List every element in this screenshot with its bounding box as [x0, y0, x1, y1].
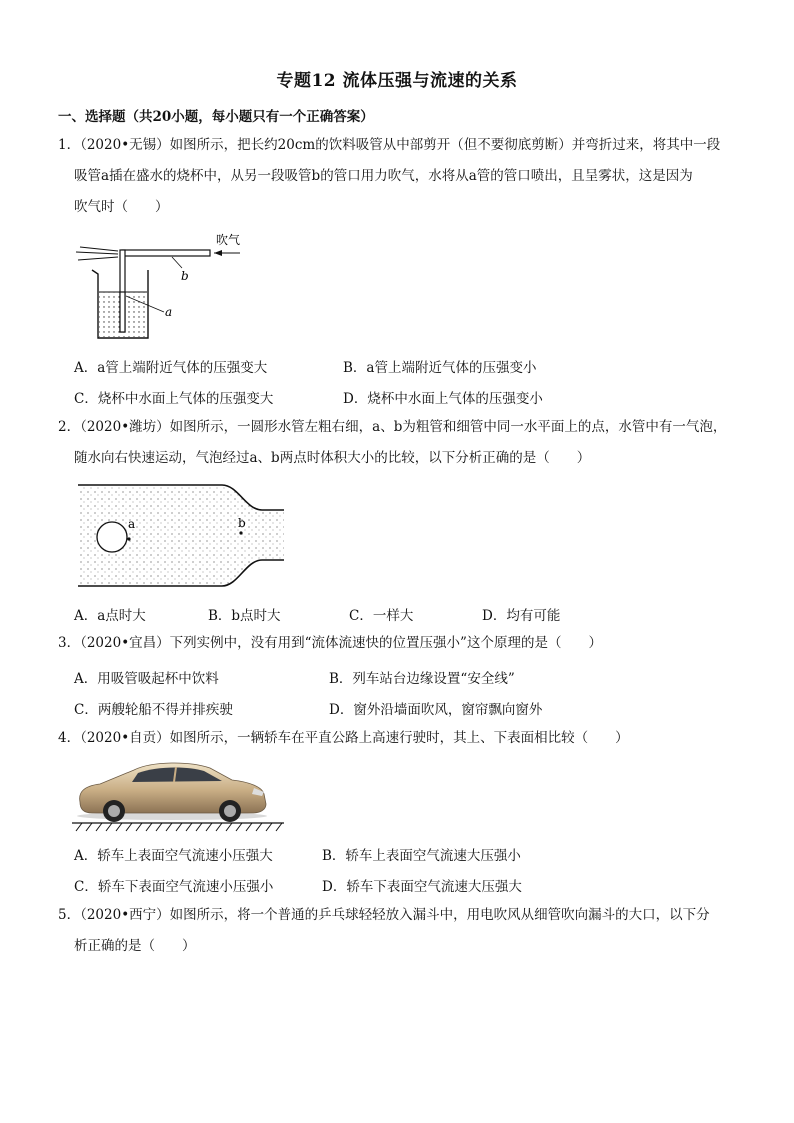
straw-b-label: b: [181, 269, 189, 283]
section-heading: 一、选择题（共20小题，每小题只有一个正确答案）: [58, 109, 374, 125]
q3-option-b[interactable]: B．列车站台边缘设置“安全线”: [329, 671, 515, 687]
question-2: [58, 412, 738, 474]
q3-option-a[interactable]: A．用吸管吸起杯中饮料: [74, 671, 219, 687]
q4-option-c[interactable]: C．轿车下表面空气流速小压强小: [74, 879, 274, 895]
q3-option-d[interactable]: D．窗外沿墙面吹风，窗帘飘向窗外: [329, 702, 543, 718]
pipe-figure: [72, 482, 288, 590]
question-3-line-1: 3．（2020•宜昌）下列实例中，没有用到“流体流速快的位置压强小”这个原理的是（ ）: [58, 635, 602, 651]
point-b-label: b: [238, 516, 246, 530]
q4-option-b[interactable]: B．轿车上表面空气流速大压强小: [322, 848, 521, 864]
question-1-line-3: 吹气时（ ）: [74, 199, 169, 215]
question-1-line-1: 1．（2020•无锡）如图所示，把长约20cm的饮料吸管从中部剪开（但不要彻底剪断）并弯折过来，将其中一段: [58, 137, 721, 153]
question-5-line-1: 5．（2020•西宁）如图所示，将一个普通的乒乓球轻轻放入漏斗中，用电吹风从细管吹向漏斗的大口，以下分: [58, 907, 710, 923]
q2-option-a[interactable]: A．a点时大: [74, 608, 146, 624]
question-5-line-2: 析正确的是（ ）: [74, 938, 196, 954]
question-3: [58, 628, 738, 659]
q1-option-a[interactable]: A．a管上端附近气体的压强变大: [74, 360, 268, 376]
q4-option-a[interactable]: A．轿车上表面空气流速小压强大: [74, 848, 273, 864]
point-a-label: a: [128, 517, 136, 531]
q1-option-c[interactable]: C．烧杯中水面上气体的压强变大: [74, 391, 274, 407]
question-5: [58, 900, 738, 962]
question-1: [58, 130, 738, 223]
q3-option-c[interactable]: C．两艘轮船不得并排疾驶: [74, 702, 233, 718]
q4-option-d[interactable]: D．轿车下表面空气流速大压强大: [322, 879, 522, 895]
q2-option-c[interactable]: C．一样大: [349, 608, 414, 624]
straw-a-label: a: [165, 305, 173, 319]
car-figure: [72, 756, 286, 832]
straw-beaker-figure: [72, 230, 252, 345]
q2-option-d[interactable]: D．均有可能: [482, 608, 561, 624]
question-4-line-1: 4．（2020•自贡）如图所示，一辆轿车在平直公路上高速行驶时，其上、下表面相比较（ ）: [58, 730, 629, 746]
q2-option-b[interactable]: B．b点时大: [208, 608, 281, 624]
question-2-line-1: 2．（2020•潍坊）如图所示，一圆形水管左粗右细，a、b为粗管和细管中同一水平面上的点，水管中有一气泡，: [58, 419, 727, 435]
q1-option-d[interactable]: D．烧杯中水面上气体的压强变小: [343, 391, 543, 407]
blow-label: 吹气: [216, 233, 241, 247]
question-4: [58, 723, 738, 754]
question-2-line-2: 随水向右快速运动，气泡经过a、b两点时体积大小的比较，以下分析正确的是（ ）: [74, 450, 591, 466]
q1-option-b[interactable]: B．a管上端附近气体的压强变小: [343, 360, 537, 376]
page-title: 专题12 流体压强与流速的关系: [276, 71, 518, 91]
question-1-line-2: 吸管a插在盛水的烧杯中，从另一段吸管b的管口用力吹气，水将从a管的管口喷出，且呈雾状，这是因为: [74, 168, 693, 184]
